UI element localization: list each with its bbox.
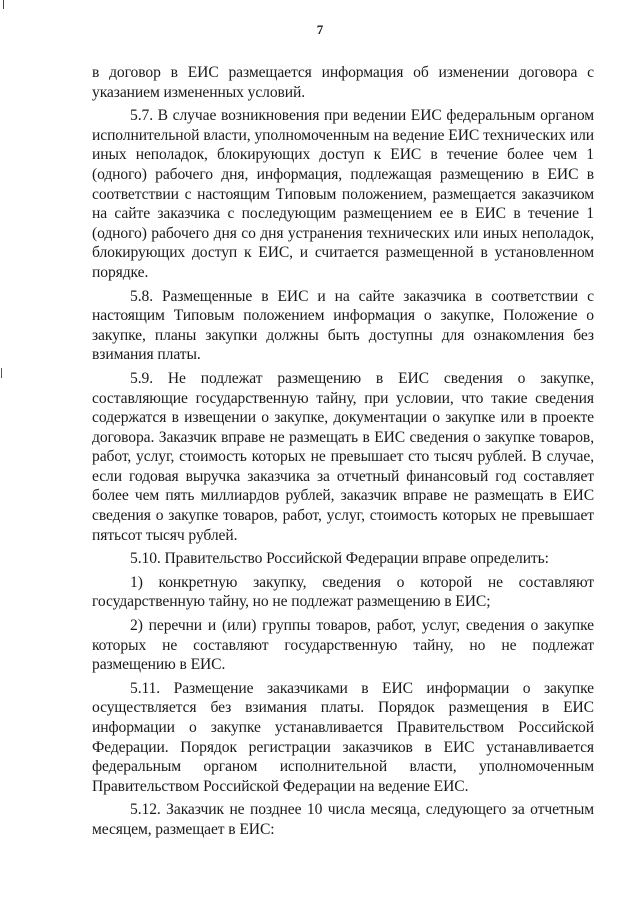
paragraph-5-10-item-2: 2) перечни и (или) группы товаров, работ, услуг, сведения о закупке которых не составляют государственную тайну, но не подлежат размещению в ЕИС. xyxy=(92,617,594,674)
paragraph-5-9: 5.9. Не подлежат размещению в ЕИС сведения о закупке, составляющие государственную тайну, при условии, что такие сведения содержатся в извещении о закупке, документации о закупке или в проекте договора. Заказчик вправе не размещать в ЕИС сведения о закупке товаров, работ, услуг, стоимость которых не превышает сто тысяч рублей. В случае, если годовая выручка заказчика за отчетный финансовый год составляет более чем пять миллиардов рублей, заказчик вправе не размещать в ЕИС сведения о закупке товаров, работ, услуг, стоимость которых не превышает пятьсот тысяч рублей. xyxy=(92,369,594,544)
paragraph-5-10-item-1: 1) конкретную закупку, сведения о которой не составляют государственную тайну, но не подлежат размещению в ЕИС; xyxy=(92,573,594,611)
paragraph-5-10: 5.10. Правительство Российской Федерации вправе определить: xyxy=(130,550,549,568)
paragraph-5-7: 5.7. В случае возникновения при ведении ЕИС федеральным органом исполнительной власти, уполномоченным на ведение ЕИС технических или иных неполадок, блокирующих доступ к ЕИС в течение более чем 1 (одного) рабочего дня, информация, подлежащая размещению в ЕИС в соответствии с настоящим Типовым положением, размещается заказчиком на сайте заказчика с последующим размещением ее в ЕИС в течение 1 (одного) рабочего дня со дня устранения технических или иных неполадок, блокирующих доступ к ЕИС, и считается размещенной в установленном порядке. xyxy=(92,107,594,281)
paragraph-5-11: 5.11. Размещение заказчиками в ЕИС информации о закупке осуществляется без взимания платы. Порядок размещения в ЕИС информации о закупке устанавливается Правительством Российской Федерации. Порядок регистрации заказчиков в ЕИС устанавливается федеральным органом исполнительной власти, уполномоченным Правительством Российской Федерации на ведение ЕИС. xyxy=(92,679,594,795)
scan-mark xyxy=(3,0,4,9)
paragraph-5-8: 5.8. Размещенные в ЕИС и на сайте заказчика в соответствии с настоящим Типовым положением информация о закупке, Положение о закупке, планы закупки должны быть доступны для ознакомления без взимания платы. xyxy=(92,287,594,364)
page-number: 7 xyxy=(316,22,324,37)
scan-mark xyxy=(1,368,2,378)
paragraph-5-12: 5.12. Заказчик не позднее 10 числа месяца, следующего за отчетным месяцем, размещает в ЕИС: xyxy=(92,801,594,838)
paragraph-continuation: в договор в ЕИС размещается информация об изменении договора с указанием измененных условий. xyxy=(92,64,594,101)
document-body xyxy=(92,63,594,844)
